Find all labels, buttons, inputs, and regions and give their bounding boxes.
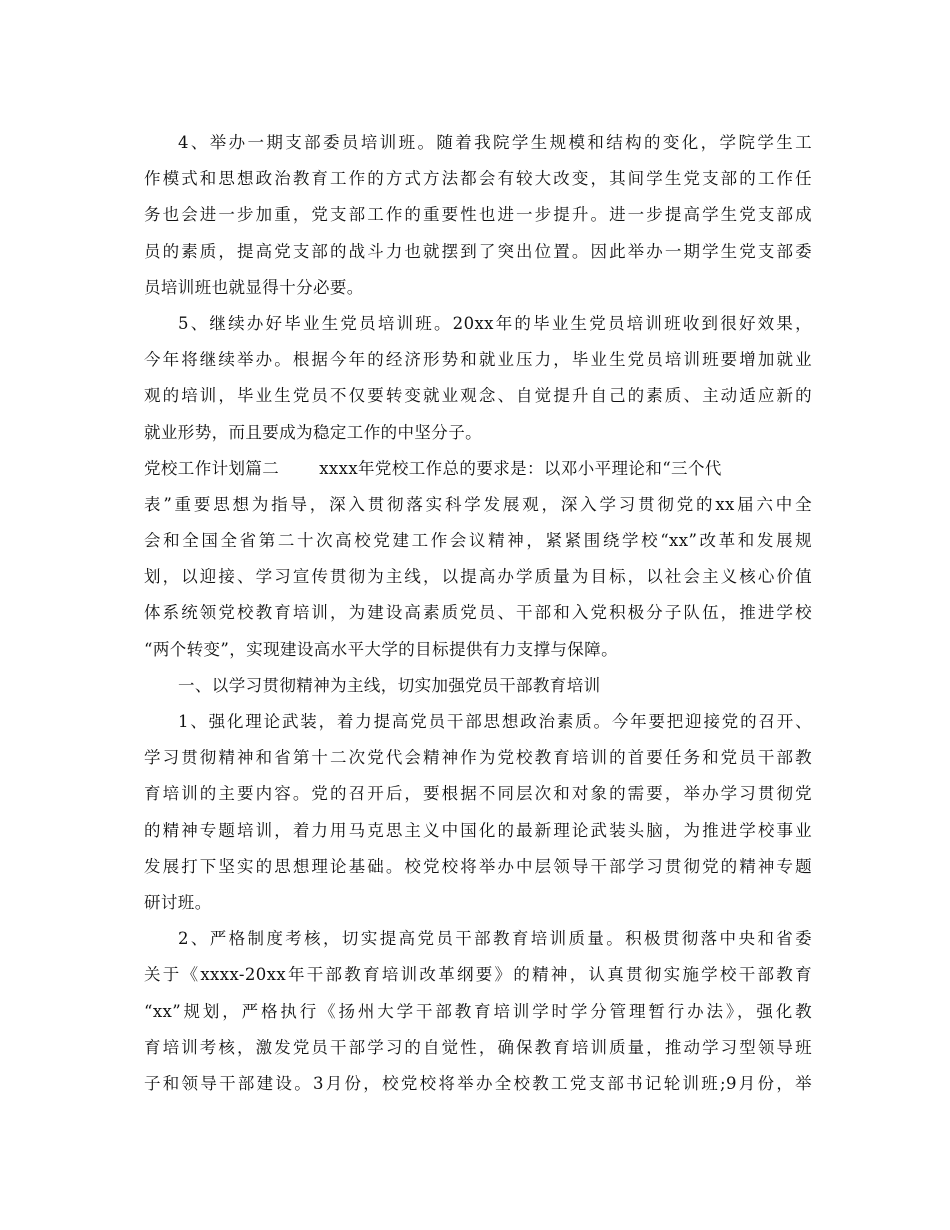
paragraph-line: 会和全国全省第二十次高校党建工作会议精神，紧紧围绕学校“xx”改革和发展规 xyxy=(144,531,812,551)
paragraph-line: 作模式和思想政治教育工作的方式方法都会有较大改变，其间学生党支部的工作任 xyxy=(144,169,812,189)
paragraph-line: 发展打下坚实的思想理论基础。校党校将举办中层领导干部学习贯彻党的精神专题 xyxy=(144,856,812,876)
paragraph-line: 员的素质，提高党支部的战斗力也就摆到了突出位置。因此举办一期学生党支部委 xyxy=(144,241,812,261)
paragraph-line: 体系统领党校教育培训，为建设高素质党员、干部和入党积极分子队伍，推进学校 xyxy=(144,603,812,623)
paragraph-line: 1、强化理论武装，着力提高党员干部思想政治素质。今年要把迎接党的召开、 xyxy=(178,712,812,731)
subheading: 一、以学习贯彻精神为主线，切实加强党员干部教育培训 xyxy=(178,675,601,695)
paragraph-line: 2、严格制度考核，切实提高党员干部教育培训质量。积极贯彻落中央和省委 xyxy=(178,929,812,949)
paragraph-line: 育培训考核，激发党员干部学习的自觉性，确保教育培训质量，推动学习型领导班 xyxy=(144,1037,812,1057)
paragraph-inline-text: xxxx年党校工作总的要求是：以邓小平理论和“三个代 xyxy=(319,458,722,478)
paragraph-line: 就业形势，而且要成为稳定工作的中坚分子。 xyxy=(144,422,482,442)
paragraph-line: 员培训班也就显得十分必要。 xyxy=(144,277,364,297)
paragraph-line: 表”重要思想为指导，深入贯彻落实科学发展观，深入学习贯彻党的xx届六中全 xyxy=(144,494,812,514)
paragraph-line: 5、继续办好毕业生党员培训班。20xx年的毕业生党员培训班收到很好效果， xyxy=(178,313,812,333)
paragraph-line: 育培训的主要内容。党的召开后，要根据不同层次和对象的需要，举办学习贯彻党 xyxy=(144,784,812,804)
section-title: 党校工作计划篇二 xyxy=(144,458,280,478)
paragraph-line: 学习贯彻精神和省第十二次党代会精神作为党校教育培训的首要任务和党员干部教 xyxy=(144,748,812,768)
paragraph-line: “两个转变”，实现建设高水平大学的目标提供有力支撑与保障。 xyxy=(144,639,618,659)
paragraph-line: 研讨班。 xyxy=(144,892,212,912)
paragraph-line: 今年将继续举办。根据今年的经济形势和就业压力，毕业生党员培训班要增加就业 xyxy=(144,350,812,370)
paragraph-line: 务也会进一步加重，党支部工作的重要性也进一步提升。进一步提高学生党支部成 xyxy=(144,205,812,225)
section-heading-line xyxy=(144,451,812,487)
paragraph-line: 关于《xxxx-20xx年干部教育培训改革纲要》的精神，认真贯彻实施学校干部教育 xyxy=(144,965,812,985)
document-page xyxy=(144,125,812,1102)
paragraph-line: 观的培训，毕业生党员不仅要转变就业观念、自觉提升自己的素质、主动适应新的 xyxy=(144,386,812,406)
paragraph-line: 划，以迎接、学习宣传贯彻为主线，以提高办学质量为目标，以社会主义核心价值 xyxy=(144,567,812,587)
paragraph-line: 4、举办一期支部委员培训班。随着我院学生规模和结构的变化，学院学生工 xyxy=(178,133,812,152)
paragraph-line: 的精神专题培训，着力用马克思主义中国化的最新理论武装头脑，为推进学校事业 xyxy=(144,820,812,840)
paragraph-line: 子和领导干部建设。3月份，校党校将举办全校教工党支部书记轮训班;9月份，举 xyxy=(144,1073,812,1093)
paragraph-line: “xx”规划，严格执行《扬州大学干部教育培训学时学分管理暂行办法》，强化教 xyxy=(144,1001,812,1021)
